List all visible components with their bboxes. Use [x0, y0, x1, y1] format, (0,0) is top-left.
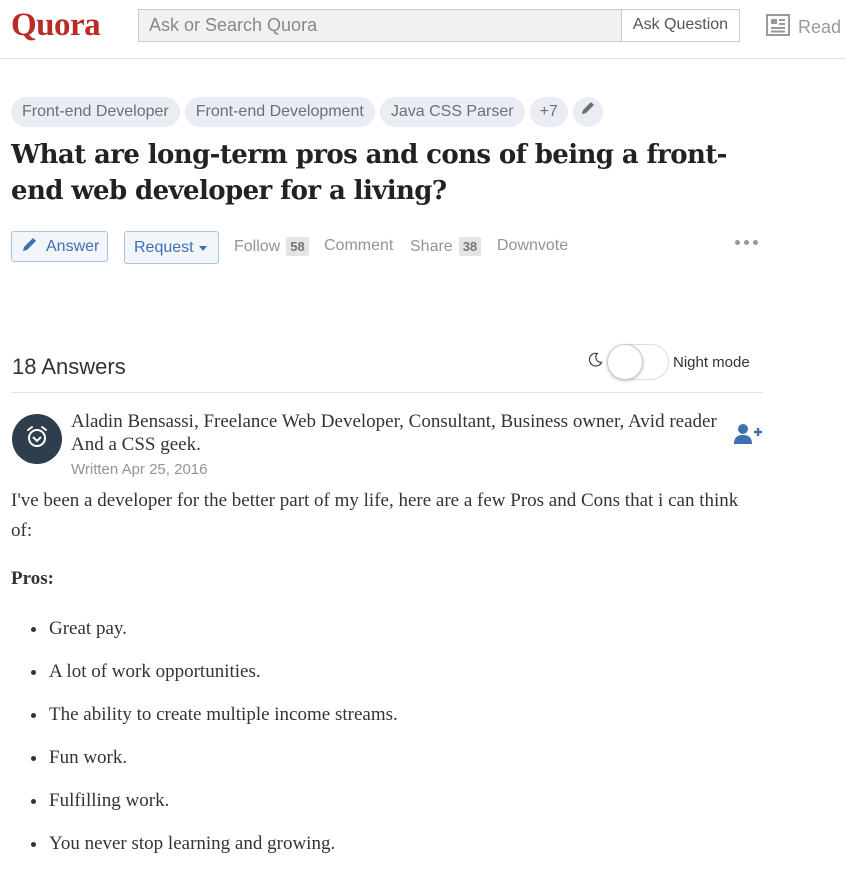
top-navigation-bar [0, 0, 845, 59]
more-options-icon[interactable] [735, 240, 758, 245]
follow-author-button[interactable] [733, 422, 763, 451]
topic-list [11, 97, 603, 127]
topic-tag[interactable]: Front-end Developer [11, 97, 180, 127]
edit-topics-button[interactable] [573, 97, 603, 127]
avatar-icon [24, 424, 50, 455]
downvote-label: Downvote [497, 237, 569, 254]
question-action-bar [11, 231, 763, 264]
request-button-label: Request [134, 238, 194, 256]
newspaper-icon [766, 14, 790, 41]
answer-button[interactable] [11, 231, 108, 262]
comment-button[interactable] [324, 237, 393, 255]
share-label: Share [410, 237, 453, 255]
author-name-credentials[interactable]: Aladin Bensassi, Freelance Web Developer, Consultant, Business owner, Avid reader And a CSS geek. [71, 411, 717, 455]
search-bar [138, 9, 740, 42]
list-item: You never stop learning and growing. [11, 829, 763, 872]
list-item: Fulfilling work. [11, 786, 763, 829]
add-user-icon [733, 433, 763, 450]
search-input[interactable] [139, 10, 621, 41]
ask-question-button[interactable]: Ask Question [621, 10, 739, 41]
comment-label: Comment [324, 237, 394, 254]
answer-intro: I've been a developer for the better part of my life, here are a few Pros and Cons that i can think of: [11, 490, 739, 541]
night-mode-toggle[interactable] [607, 344, 669, 380]
read-label: Read [798, 17, 842, 37]
pros-heading: Pros: [11, 568, 54, 589]
night-mode-label: Night mode [673, 353, 750, 371]
answer-button-label: Answer [46, 237, 100, 255]
night-mode-control [588, 344, 750, 380]
author-avatar[interactable] [12, 414, 62, 464]
request-button[interactable] [124, 231, 219, 264]
moon-icon [588, 352, 603, 372]
follow-question-button[interactable] [234, 237, 309, 256]
chevron-down-icon [199, 246, 207, 251]
list-item: The ability to create multiple income streams. [11, 700, 763, 743]
share-button[interactable] [410, 237, 481, 256]
topic-tag[interactable]: Front-end Development [185, 97, 375, 127]
more-topics-button[interactable]: +7 [530, 97, 568, 127]
pros-list [11, 614, 763, 872]
share-count-badge: 38 [459, 237, 481, 256]
quora-logo[interactable]: Quora [11, 7, 101, 43]
question-title: What are long-term pros and cons of being a front-end web developer for a living? [11, 140, 727, 206]
topic-tag[interactable]: Java CSS Parser [380, 97, 525, 127]
pencil-icon [580, 97, 596, 127]
list-item: Great pay. [11, 614, 763, 657]
answers-count-heading: 18 Answers [12, 354, 126, 379]
list-item: A lot of work opportunities. [11, 657, 763, 700]
divider [11, 392, 763, 393]
follow-label: Follow [234, 237, 281, 255]
answer-body [11, 486, 763, 854]
read-nav-link[interactable] [766, 14, 841, 41]
follow-count-badge: 58 [286, 237, 308, 256]
toggle-knob [607, 344, 643, 380]
answer-date: Written Apr 25, 2016 [71, 461, 208, 478]
downvote-button[interactable] [497, 237, 568, 255]
pencil-icon [22, 236, 38, 257]
list-item: Fun work. [11, 743, 763, 786]
